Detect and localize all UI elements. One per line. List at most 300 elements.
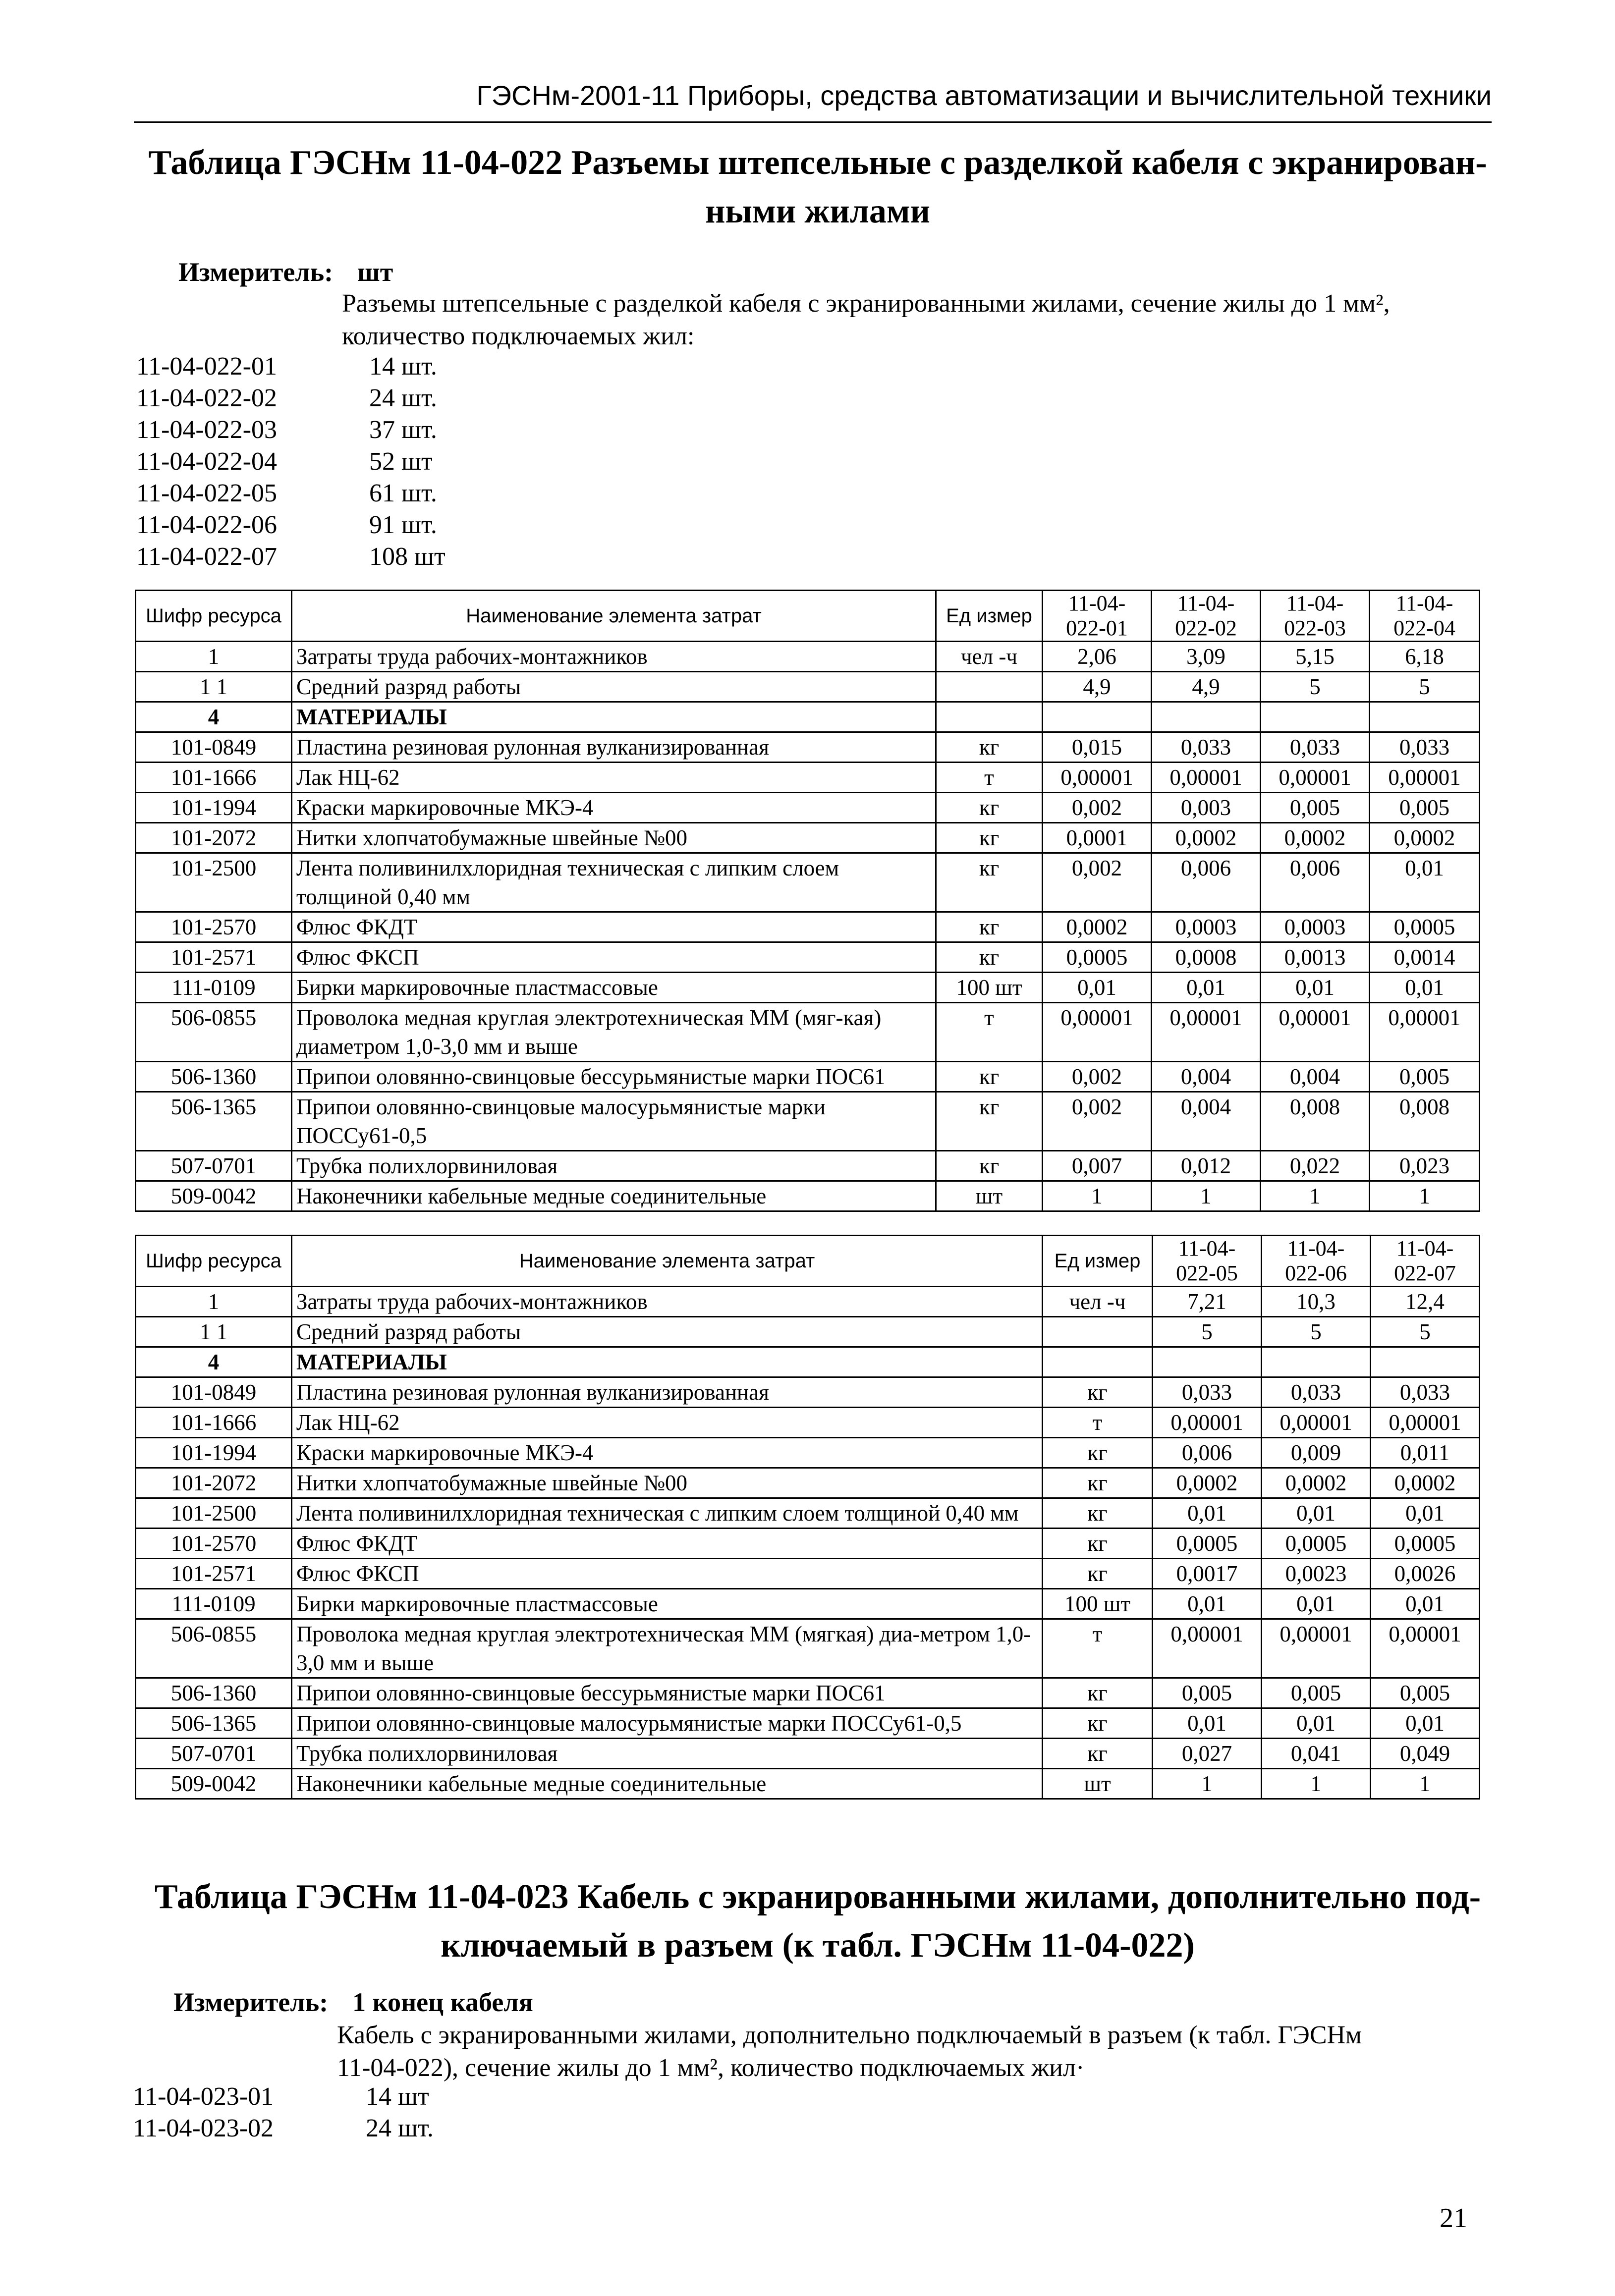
table-row — [136, 1468, 1480, 1498]
table-row — [136, 973, 1480, 1003]
resource-value: 1 — [1043, 1181, 1152, 1211]
resource-code: 101-1994 — [136, 793, 292, 823]
col-header-part2: 022-02 — [1175, 616, 1237, 640]
resource-value: 1 — [1262, 1769, 1371, 1799]
col-header-code: Шифр ресурса — [136, 1236, 292, 1287]
resource-value: 5 — [1371, 1317, 1480, 1347]
resource-unit — [936, 672, 1043, 702]
resource-code: 506-1365 — [136, 1092, 292, 1151]
resource-value: 0,00001 — [1043, 763, 1152, 793]
resource-value: 0,008 — [1370, 1092, 1480, 1151]
resource-code: 101-0849 — [136, 1377, 292, 1408]
resource-value: 6,18 — [1370, 642, 1480, 672]
resource-value: 0,006 — [1152, 853, 1261, 912]
resource-value: 0,0005 — [1043, 942, 1152, 973]
resource-unit: кг — [936, 942, 1043, 973]
resource-value: 0,0013 — [1261, 942, 1370, 973]
table-row — [136, 642, 1480, 672]
resource-value: 0,002 — [1043, 1092, 1152, 1151]
table2-measure — [173, 1987, 533, 2018]
col-header-variant — [1043, 591, 1152, 642]
resource-value — [1370, 702, 1480, 732]
resource-unit: кг — [1043, 1377, 1153, 1408]
resource-unit: т — [1043, 1408, 1153, 1438]
item-value: 14 шт. — [369, 352, 437, 381]
resource-value: 0,012 — [1152, 1151, 1261, 1181]
resource-unit: кг — [936, 1092, 1043, 1151]
table-row — [136, 732, 1480, 763]
resource-value: 5 — [1153, 1317, 1262, 1347]
resource-value: 0,0002 — [1370, 823, 1480, 853]
table-row — [136, 763, 1480, 793]
resource-code: 101-2500 — [136, 853, 292, 912]
resource-unit: кг — [1043, 1468, 1153, 1498]
resource-value: 1 — [1153, 1769, 1262, 1799]
code-list-item — [136, 478, 446, 509]
resource-unit: шт — [1043, 1769, 1153, 1799]
table1-title-line1: Таблица ГЭСНм 11-04-022 Разъемы штепсельные с разделкой кабеля с экранирован- — [148, 144, 1487, 182]
resource-value: 0,01 — [1153, 1498, 1262, 1529]
resource-unit: кг — [1043, 1678, 1153, 1708]
item-value: 108 шт — [369, 543, 446, 571]
resource-value: 0,0023 — [1262, 1559, 1371, 1589]
resource-code: 101-0849 — [136, 732, 292, 763]
resource-code: 1 1 — [136, 1317, 292, 1347]
resource-name: Нитки хлопчатобумажные швейные №00 — [292, 823, 936, 853]
resource-value: 0,006 — [1153, 1438, 1262, 1468]
resource-value: 0,0005 — [1262, 1529, 1371, 1559]
resource-name: Пластина резиновая рулонная вулканизированная — [292, 1377, 1043, 1408]
resource-unit: кг — [936, 823, 1043, 853]
resource-value: 0,011 — [1371, 1438, 1480, 1468]
item-code: 11-04-022-04 — [136, 447, 278, 476]
resource-value: 0,023 — [1370, 1151, 1480, 1181]
resource-value: 0,0003 — [1261, 912, 1370, 942]
resource-value: 0,0002 — [1262, 1468, 1371, 1498]
col-header-part2: 022-05 — [1176, 1261, 1238, 1285]
resource-name: Трубка полихлорвиниловая — [292, 1739, 1043, 1769]
resource-value: 0,002 — [1043, 1062, 1152, 1092]
resource-name: Нитки хлопчатобумажные швейные №00 — [292, 1468, 1043, 1498]
resource-name: Краски маркировочные МКЭ-4 — [292, 793, 936, 823]
col-header-variant — [1153, 1236, 1262, 1287]
col-header-part1: 11-04- — [1286, 591, 1344, 615]
resource-unit — [1043, 1347, 1153, 1377]
resource-code: 101-2571 — [136, 942, 292, 973]
resource-value: 0,033 — [1370, 732, 1480, 763]
item-value: 14 шт — [366, 2082, 429, 2111]
resource-value: 0,015 — [1043, 732, 1152, 763]
table-row — [136, 1498, 1480, 1529]
resource-value: 0,0026 — [1371, 1559, 1480, 1589]
resource-value — [1152, 702, 1261, 732]
resource-code: 111-0109 — [136, 973, 292, 1003]
resource-unit: кг — [1043, 1529, 1153, 1559]
resource-value: 0,0005 — [1370, 912, 1480, 942]
item-value: 52 шт — [369, 447, 433, 476]
resource-value: 0,00001 — [1261, 1003, 1370, 1062]
resource-unit: 100 шт — [1043, 1589, 1153, 1619]
resource-table-2 — [135, 1235, 1480, 1800]
item-code: 11-04-022-06 — [136, 511, 278, 539]
table-row — [136, 1708, 1480, 1739]
resource-unit: кг — [936, 732, 1043, 763]
resource-name: Лента поливинилхлоридная техническая с липким слоем толщиной 0,40 мм — [292, 1498, 1043, 1529]
item-value: 61 шт. — [369, 479, 437, 507]
code-list-item — [136, 351, 446, 383]
col-header-variant — [1262, 1236, 1371, 1287]
resource-code: 1 1 — [136, 672, 292, 702]
resource-code: 101-2570 — [136, 912, 292, 942]
resource-value: 0,007 — [1043, 1151, 1152, 1181]
resource-value: 0,0002 — [1261, 823, 1370, 853]
resource-code: 101-1994 — [136, 1438, 292, 1468]
table1-measure-value: шт — [357, 257, 393, 287]
table-row — [136, 1003, 1480, 1062]
resource-name: Проволока медная круглая электротехническая ММ (мяг-кая) диаметром 1,0-3,0 мм и выше — [292, 1003, 936, 1062]
resource-value: 0,00001 — [1043, 1003, 1152, 1062]
resource-unit: кг — [1043, 1559, 1153, 1589]
table2-code-list — [133, 2081, 434, 2144]
resource-value: 0,00001 — [1152, 763, 1261, 793]
resource-name: Пластина резиновая рулонная вулканизированная — [292, 732, 936, 763]
resource-value: 0,01 — [1043, 973, 1152, 1003]
table1-title — [124, 139, 1511, 236]
table-row — [136, 1739, 1480, 1769]
resource-code: 101-1666 — [136, 763, 292, 793]
col-header-code: Шифр ресурса — [136, 591, 292, 642]
table-row — [136, 1619, 1480, 1678]
resource-name: Припои оловянно-свинцовые малосурьмянистые марки ПОССу61-0,5 — [292, 1092, 936, 1151]
resource-value: 0,005 — [1262, 1678, 1371, 1708]
resource-code: 101-2570 — [136, 1529, 292, 1559]
table2-measure-label: Измеритель: — [173, 1987, 329, 2017]
resource-value: 0,005 — [1371, 1678, 1480, 1708]
resource-name: Флюс ФКДТ — [292, 1529, 1043, 1559]
resource-value: 10,3 — [1262, 1287, 1371, 1317]
resource-value: 0,004 — [1261, 1062, 1370, 1092]
resource-value: 0,005 — [1153, 1678, 1262, 1708]
resource-value: 7,21 — [1153, 1287, 1262, 1317]
resource-value: 0,033 — [1262, 1377, 1371, 1408]
table-row — [136, 1529, 1480, 1559]
resource-value: 0,005 — [1370, 793, 1480, 823]
resource-name: Припои оловянно-свинцовые бессурьмянистые марки ПОС61 — [292, 1062, 936, 1092]
resource-value: 5 — [1370, 672, 1480, 702]
resource-value: 0,01 — [1262, 1589, 1371, 1619]
resource-unit — [1043, 1317, 1153, 1347]
resource-value: 0,004 — [1152, 1062, 1261, 1092]
col-header-part1: 11-04- — [1177, 591, 1235, 615]
col-header-variant — [1152, 591, 1261, 642]
resource-unit: кг — [936, 1151, 1043, 1181]
resource-code: 506-0855 — [136, 1619, 292, 1678]
resource-code: 1 — [136, 1287, 292, 1317]
resource-value: 0,033 — [1261, 732, 1370, 763]
table-row — [136, 1438, 1480, 1468]
resource-value: 0,01 — [1262, 1708, 1371, 1739]
resource-name: Флюс ФКДТ — [292, 912, 936, 942]
table1-measure-label: Измеритель: — [178, 257, 334, 287]
resource-value: 0,0003 — [1152, 912, 1261, 942]
resource-unit: кг — [1043, 1438, 1153, 1468]
resource-value: 5 — [1262, 1317, 1371, 1347]
resource-name: Наконечники кабельные медные соединительные — [292, 1769, 1043, 1799]
resource-unit: т — [936, 763, 1043, 793]
resource-unit: кг — [1043, 1498, 1153, 1529]
resource-unit: кг — [1043, 1739, 1153, 1769]
resource-code: 101-2072 — [136, 823, 292, 853]
table2-title — [124, 1873, 1511, 1970]
code-list-item — [133, 2113, 434, 2144]
col-header-part1: 11-04- — [1395, 591, 1453, 615]
resource-value: 0,00001 — [1371, 1408, 1480, 1438]
resource-value: 1 — [1261, 1181, 1370, 1211]
resource-value: 0,0005 — [1153, 1529, 1262, 1559]
resource-code: 506-1360 — [136, 1062, 292, 1092]
table-row — [136, 912, 1480, 942]
resource-value: 2,06 — [1043, 642, 1152, 672]
table-row — [136, 672, 1480, 702]
resource-value: 5,15 — [1261, 642, 1370, 672]
resource-name: Припои оловянно-свинцовые малосурьмянистые марки ПОССу61-0,5 — [292, 1708, 1043, 1739]
resource-unit: кг — [936, 1062, 1043, 1092]
resource-value: 0,01 — [1152, 973, 1261, 1003]
resource-value: 0,002 — [1043, 853, 1152, 912]
resource-code: 1 — [136, 642, 292, 672]
item-code: 11-04-022-01 — [136, 352, 278, 381]
item-code: 11-04-022-05 — [136, 479, 278, 507]
resource-code: 4 — [136, 702, 292, 732]
resource-name: Лента поливинилхлоридная техническая с липким слоем толщиной 0,40 мм — [292, 853, 936, 912]
page-number: 21 — [1440, 2203, 1467, 2234]
resource-value: 1 — [1371, 1769, 1480, 1799]
resource-name: Проволока медная круглая электротехническая ММ (мягкая) диа-метром 1,0-3,0 мм и выше — [292, 1619, 1043, 1678]
resource-value: 4,9 — [1152, 672, 1261, 702]
resource-table-1 — [135, 590, 1480, 1212]
resource-value: 0,00001 — [1153, 1408, 1262, 1438]
resource-code: 101-2500 — [136, 1498, 292, 1529]
resource-value: 0,033 — [1153, 1377, 1262, 1408]
col-header-name: Наименование элемента затрат — [292, 591, 936, 642]
resource-value — [1261, 702, 1370, 732]
item-code: 11-04-022-03 — [136, 416, 278, 444]
resource-code: 506-1365 — [136, 1708, 292, 1739]
resource-value: 0,01 — [1371, 1589, 1480, 1619]
resource-value: 0,003 — [1152, 793, 1261, 823]
resource-value: 0,0002 — [1043, 912, 1152, 942]
item-value: 91 шт. — [369, 511, 437, 539]
resource-value: 0,00001 — [1262, 1619, 1371, 1678]
col-header-part1: 11-04- — [1396, 1236, 1454, 1260]
table-row — [136, 853, 1480, 912]
resource-name: Бирки маркировочные пластмассовые — [292, 973, 936, 1003]
header-rule — [134, 121, 1492, 123]
resource-value: 0,01 — [1370, 973, 1480, 1003]
resource-code: 509-0042 — [136, 1181, 292, 1211]
resource-name: Трубка полихлорвиниловая — [292, 1151, 936, 1181]
table1-description — [342, 287, 1511, 353]
item-code: 11-04-022-02 — [136, 384, 278, 412]
table-row — [136, 1151, 1480, 1181]
resource-value: 0,005 — [1370, 1062, 1480, 1092]
table2-title-line1: Таблица ГЭСНм 11-04-023 Кабель с экранированными жилами, дополнительно под- — [154, 1878, 1481, 1916]
col-header-part2: 022-07 — [1394, 1261, 1456, 1285]
resource-name: Наконечники кабельные медные соединительные — [292, 1181, 936, 1211]
resource-value: 0,008 — [1261, 1092, 1370, 1151]
resource-code: 101-2072 — [136, 1468, 292, 1498]
resource-name: Средний разряд работы — [292, 1317, 1043, 1347]
resource-name: Припои оловянно-свинцовые бессурьмянистые марки ПОС61 — [292, 1678, 1043, 1708]
resource-value: 0,01 — [1153, 1708, 1262, 1739]
table1-title-line2: ными жилами — [705, 192, 930, 230]
resource-value: 0,01 — [1153, 1589, 1262, 1619]
resource-value — [1043, 702, 1152, 732]
table-row — [136, 1092, 1480, 1151]
table-row — [136, 1678, 1480, 1708]
table2-measure-value: 1 конец кабеля — [352, 1987, 533, 2017]
table-row — [136, 1181, 1480, 1211]
resource-name: Бирки маркировочные пластмассовые — [292, 1589, 1043, 1619]
resource-value: 0,01 — [1371, 1708, 1480, 1739]
col-header-unit: Ед измер — [936, 591, 1043, 642]
resource-value: 0,0001 — [1043, 823, 1152, 853]
resource-code: 101-2571 — [136, 1559, 292, 1589]
resource-code: 509-0042 — [136, 1769, 292, 1799]
resource-value: 0,009 — [1262, 1438, 1371, 1468]
resource-name: Затраты труда рабочих-монтажников — [292, 1287, 1043, 1317]
table2-desc-line2: 11-04-022), сечение жилы до 1 мм², количество подключаемых жил· — [337, 2054, 1085, 2082]
running-header: ГЭСНм-2001-11 Приборы, средства автоматизации и вычислительной техники — [476, 80, 1492, 111]
item-code: 11-04-022-07 — [136, 543, 278, 571]
resource-value: 0,041 — [1262, 1739, 1371, 1769]
table2-description — [337, 2019, 1511, 2084]
resource-name: Краски маркировочные МКЭ-4 — [292, 1438, 1043, 1468]
table1-desc-line2: количество подключаемых жил: — [342, 322, 695, 350]
col-header-part2: 022-04 — [1393, 616, 1455, 640]
table-row — [136, 942, 1480, 973]
table-row — [136, 1408, 1480, 1438]
resource-value: 0,027 — [1153, 1739, 1262, 1769]
resource-unit — [936, 702, 1043, 732]
resource-value: 0,0017 — [1153, 1559, 1262, 1589]
resource-value — [1262, 1347, 1371, 1377]
resource-unit: т — [936, 1003, 1043, 1062]
resource-name: Флюс ФКСП — [292, 1559, 1043, 1589]
table-row — [136, 1377, 1480, 1408]
resource-name: МАТЕРИАЛЫ — [292, 1347, 1043, 1377]
code-list-item — [136, 509, 446, 541]
table-row — [136, 1317, 1480, 1347]
code-list-item — [133, 2081, 434, 2113]
table1-desc-line1: Разъемы штепсельные с разделкой кабеля с экранированными жилами, сечение жилы до 1 мм², — [342, 289, 1390, 318]
resource-name: Затраты труда рабочих-монтажников — [292, 642, 936, 672]
resource-value: 0,002 — [1043, 793, 1152, 823]
resource-value: 0,00001 — [1262, 1408, 1371, 1438]
resource-name: МАТЕРИАЛЫ — [292, 702, 936, 732]
resource-value: 0,01 — [1370, 853, 1480, 912]
code-list-item — [136, 541, 446, 573]
resource-value: 0,01 — [1262, 1498, 1371, 1529]
col-header-part1: 11-04- — [1068, 591, 1126, 615]
resource-value: 0,022 — [1261, 1151, 1370, 1181]
col-header-part1: 11-04- — [1287, 1236, 1345, 1260]
table-row — [136, 823, 1480, 853]
resource-unit: кг — [1043, 1708, 1153, 1739]
resource-unit: шт — [936, 1181, 1043, 1211]
item-code: 11-04-023-01 — [133, 2082, 274, 2111]
resource-value: 0,00001 — [1152, 1003, 1261, 1062]
resource-code: 506-1360 — [136, 1678, 292, 1708]
resource-value: 0,005 — [1261, 793, 1370, 823]
resource-name: Флюс ФКСП — [292, 942, 936, 973]
resource-value: 0,0002 — [1371, 1468, 1480, 1498]
item-value: 24 шт. — [369, 384, 437, 412]
resource-name: Средний разряд работы — [292, 672, 936, 702]
resource-code: 506-0855 — [136, 1003, 292, 1062]
item-value: 24 шт. — [366, 2114, 434, 2142]
resource-unit: чел -ч — [1043, 1287, 1153, 1317]
resource-value: 4,9 — [1043, 672, 1152, 702]
col-header-variant — [1371, 1236, 1480, 1287]
resource-code: 111-0109 — [136, 1589, 292, 1619]
resource-value: 1 — [1152, 1181, 1261, 1211]
table1-code-list — [136, 351, 446, 573]
col-header-part2: 022-01 — [1066, 616, 1128, 640]
item-value: 37 шт. — [369, 416, 437, 444]
table-row — [136, 1062, 1480, 1092]
resource-value: 0,01 — [1261, 973, 1370, 1003]
resource-unit: кг — [936, 853, 1043, 912]
resource-value: 0,01 — [1371, 1498, 1480, 1529]
resource-value: 0,006 — [1261, 853, 1370, 912]
resource-value: 0,033 — [1152, 732, 1261, 763]
resource-name: Лак НЦ-62 — [292, 763, 936, 793]
code-list-item — [136, 446, 446, 478]
table-row — [136, 1347, 1480, 1377]
col-header-variant — [1370, 591, 1480, 642]
resource-value: 0,00001 — [1370, 763, 1480, 793]
code-list-item — [136, 414, 446, 446]
resource-value: 0,0008 — [1152, 942, 1261, 973]
resource-value: 5 — [1261, 672, 1370, 702]
resource-value: 0,0002 — [1152, 823, 1261, 853]
resource-value — [1371, 1347, 1480, 1377]
col-header-name: Наименование элемента затрат — [292, 1236, 1043, 1287]
table-row — [136, 1559, 1480, 1589]
resource-value: 0,0014 — [1370, 942, 1480, 973]
resource-unit: кг — [936, 912, 1043, 942]
col-header-part1: 11-04- — [1178, 1236, 1236, 1260]
resource-unit: 100 шт — [936, 973, 1043, 1003]
table-row — [136, 1769, 1480, 1799]
col-header-part2: 022-03 — [1284, 616, 1346, 640]
table2-desc-line1: Кабель с экранированными жилами, дополнительно подключаемый в разъем (к табл. ГЭСНм — [337, 2021, 1362, 2049]
resource-unit: т — [1043, 1619, 1153, 1678]
resource-name: Лак НЦ-62 — [292, 1408, 1043, 1438]
resource-value — [1153, 1347, 1262, 1377]
table2-title-line2: ключаемый в разъем (к табл. ГЭСНм 11-04-022) — [441, 1926, 1195, 1965]
resource-code: 101-1666 — [136, 1408, 292, 1438]
code-list-item — [136, 383, 446, 414]
resource-unit: чел -ч — [936, 642, 1043, 672]
resource-value: 0,0005 — [1371, 1529, 1480, 1559]
table-row — [136, 702, 1480, 732]
resource-value: 0,049 — [1371, 1739, 1480, 1769]
resource-code: 507-0701 — [136, 1739, 292, 1769]
resource-value: 0,00001 — [1370, 1003, 1480, 1062]
resource-value: 0,00001 — [1261, 763, 1370, 793]
